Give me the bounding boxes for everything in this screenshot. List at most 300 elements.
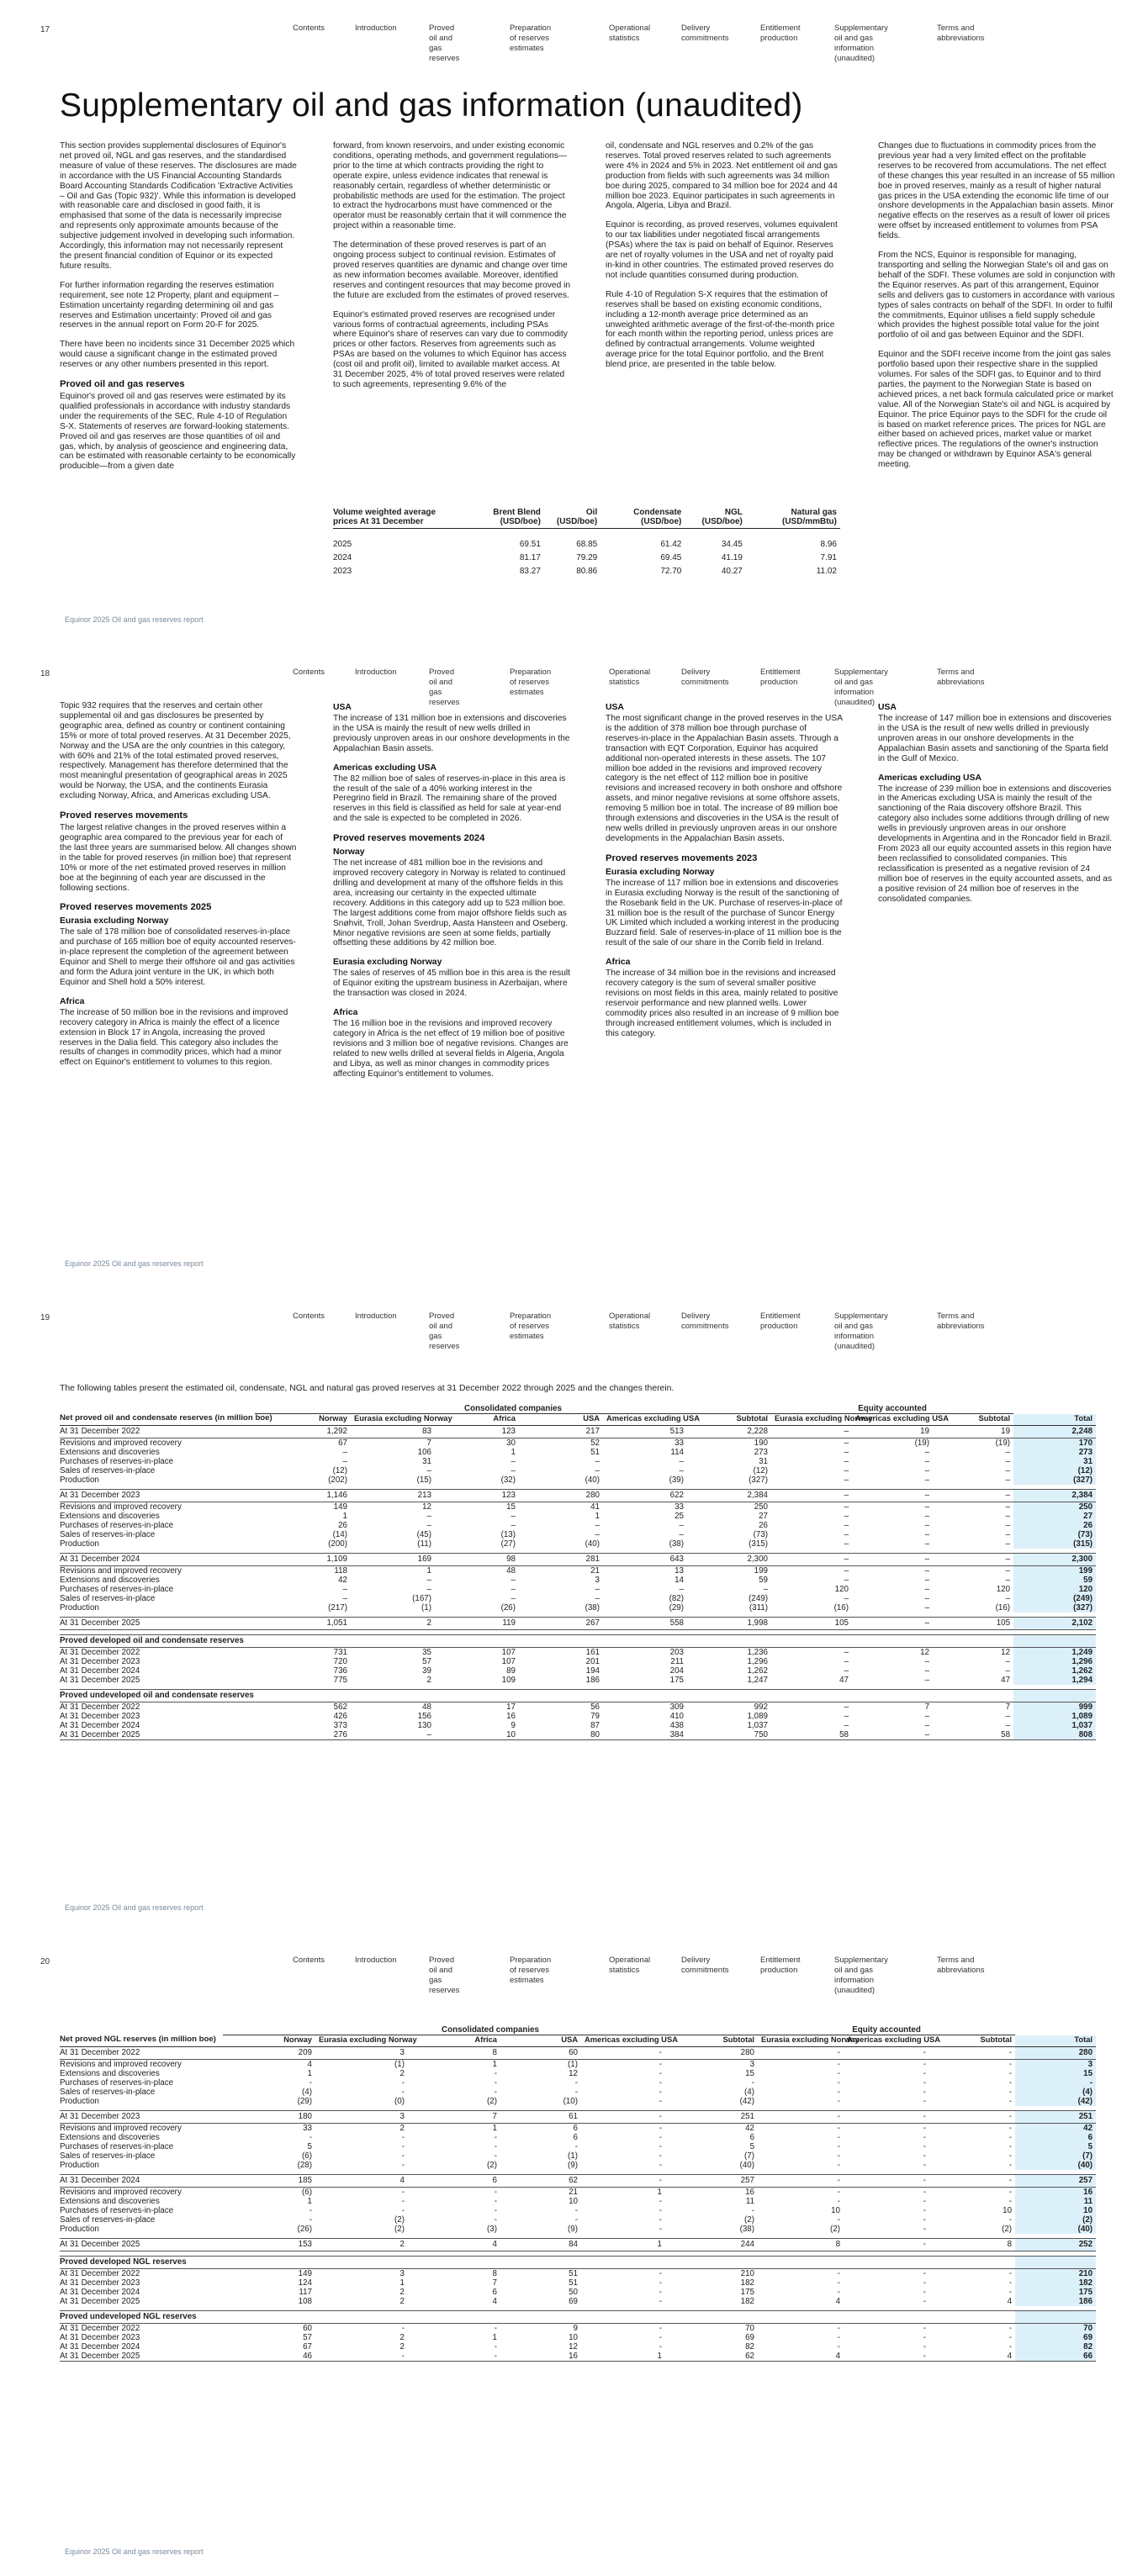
row-label: At 31 December 2024: [60, 1665, 140, 1676]
table-cell: –: [679, 1456, 684, 1466]
row-label: Purchases of reserves-in-place: [60, 2205, 174, 2215]
table-cell: 4: [929, 2352, 1015, 2362]
table-cell: –: [771, 1489, 852, 1502]
table-row: [60, 1502, 1096, 1512]
total-cell: -: [1015, 2078, 1096, 2088]
table-cell: 105: [771, 1617, 852, 1629]
table-cell: 12: [1001, 1647, 1011, 1657]
table-row: [60, 1647, 1096, 1657]
table-cell: 1: [595, 1511, 600, 1521]
table-cell: 47: [839, 1675, 849, 1685]
total-cell: 808: [1013, 1730, 1096, 1740]
row-label: Extensions and discoveries: [60, 1447, 160, 1457]
table-cell: 12: [569, 2068, 578, 2078]
paragraph: The increase of 34 million boe in the revisions and increased recovery category is the sum of several smaller positive revisions on most fields in this area, mainly related to positive reservoir performance and new planned wells. Lower commodity prices also resulted in an increase of 9 million boe through increased entitlement volumes, which is included in this category.: [606, 969, 839, 1038]
table-row: [60, 2323, 1096, 2333]
row-label: Revisions and improved recovery: [60, 2123, 182, 2133]
table-cell: 4: [758, 2352, 844, 2362]
nav-item[interactable]: Delivery commitments: [681, 1312, 729, 1331]
nav-item[interactable]: Introduction: [355, 24, 397, 33]
row-label: Purchases of reserves-in-place: [60, 1584, 174, 1594]
table-cell: -: [1008, 2287, 1013, 2297]
table-cell: 2: [351, 1617, 435, 1629]
table-row: [60, 1730, 1096, 1740]
table-cell: -: [659, 2141, 662, 2151]
paragraph: Equinor and the SDFI receive income from the joint gas sales portfolio based upon their respective share in the supplied volumes. For sales of the SDFI gas, to Equinor and to third parties, the payment to the Norwegian State is based on achieved prices, a net back formula calculated price or market value. All of the Norwegian State's oil and NGL is acquired by Equinor. The price Equinor pays to the SDFI for the crude oil is based on market reference prices. The prices for NGL are either based on achieved prices, market value or market reflective prices. The regulations of the owner's instruction may be changed or withdrawn by Equinor ASA's general meeting.: [878, 350, 1114, 470]
table-cell: (167): [412, 1593, 431, 1603]
table-cell: 79: [590, 1711, 600, 1721]
price-table-header: [333, 506, 840, 529]
nav-item[interactable]: Entitlement production: [760, 1956, 801, 1975]
table-cell: -: [401, 2077, 405, 2088]
nav-item[interactable]: Terms and abbreviations: [937, 1312, 985, 1331]
table-cell: 60: [303, 2323, 312, 2333]
table-cell: -: [923, 2151, 927, 2161]
table-cell: (14): [332, 1529, 347, 1539]
table-cell: 1: [492, 2123, 497, 2133]
table-cell: -: [659, 2123, 662, 2133]
table-cell: (12): [332, 1465, 347, 1475]
nav-item[interactable]: Proved oil and gas reserves: [429, 1312, 460, 1351]
table-cell: 736: [333, 1665, 347, 1676]
table-cell: -: [401, 2205, 405, 2215]
row-label: Production: [60, 1602, 99, 1613]
table-cell: 2: [399, 2123, 405, 2133]
row-label: At 31 December 2025: [60, 2352, 223, 2362]
row-label: Extensions and discoveries: [60, 2068, 160, 2078]
nav-item[interactable]: Introduction: [355, 668, 397, 677]
table-cell: -: [581, 2110, 665, 2123]
table-cell: -: [837, 2287, 841, 2297]
table-cell: (315): [749, 1539, 769, 1549]
table-cell: –: [844, 1539, 849, 1549]
nav-item[interactable]: Supplementary oil and gas information (unaudited): [834, 668, 888, 707]
nav-item[interactable]: Supplementary oil and gas information (unaudited): [834, 1956, 888, 1995]
table-cell: -: [574, 2205, 578, 2215]
section-heading: Eurasia excluding Norway: [333, 958, 442, 968]
total-cell: 250: [1013, 1502, 1096, 1512]
nav-item[interactable]: Proved oil and gas reserves: [429, 24, 460, 63]
table-row: [60, 2288, 1096, 2297]
column-header: Eurasia excluding Norway: [315, 2035, 408, 2047]
table-cell: –: [924, 1665, 930, 1676]
table-cell: -: [494, 2214, 497, 2225]
table-cell: 21: [590, 1565, 600, 1576]
table-cell: 257: [665, 2174, 758, 2187]
section-heading: Proved reserves movements 2024: [333, 833, 485, 844]
table-cell: –: [844, 1665, 849, 1676]
table-cell: 1,292: [255, 1425, 351, 1438]
table-cell: 210: [740, 2268, 755, 2278]
table-cell: -: [309, 2132, 312, 2142]
row-label: Production: [60, 2224, 99, 2234]
table-cell: -: [309, 2214, 312, 2225]
nav-item[interactable]: Delivery commitments: [681, 1956, 729, 1975]
table-cell: 2,228: [687, 1425, 771, 1438]
table-cell: 25: [675, 1511, 684, 1521]
row-label: At 31 December 2023: [60, 1711, 140, 1721]
nav-item[interactable]: Preparation of reserves estimates: [510, 1956, 552, 1985]
table-cell: 7: [1005, 1702, 1011, 1712]
table-cell: -: [1008, 2341, 1013, 2352]
nav-item[interactable]: Preparation of reserves estimates: [510, 1312, 552, 1341]
paragraph: oil, condensate and NGL reserves and 0.2% of the gas reserves. Total proved reserves related to such agreements were 4% in 2024 and 5% in 2023. Net entitlement oil and gas production from fields with such agreements was 34 million boe during 2025, compared to 34 million boe for 2024 and 44 million boe 2023. Equinor participates in such agreements in Angola, Algeria, Libya and Brazil.: [606, 141, 838, 211]
nav-item[interactable]: Preparation of reserves estimates: [510, 668, 552, 697]
row-label: At 31 December 2024: [60, 2287, 140, 2297]
table-cell: -: [837, 2196, 841, 2206]
table-cell: 123: [435, 1425, 519, 1438]
table-cell: -: [494, 2341, 497, 2352]
total-cell: 280: [1015, 2046, 1096, 2059]
table-cell: -: [659, 2196, 662, 2206]
table-cell: –: [844, 1702, 849, 1712]
paragraph: Topic 932 requires that the reserves and certain other supplemental oil and gas disclosures be presented by geographic area, defined as country or continent containing 15% or more of total proved reserves. At 31 December 2025, Norway and the USA are the only countries in this category, with 60% and 21% of the total estimated proved reserves, respectively. Management has therefore determined that the most meaningful presentation of geographical areas in 2025 would be Norway, the USA, and the continents Eurasia excluding Norway, Africa, and Americas excluding USA.: [60, 701, 291, 801]
total-cell: (12): [1013, 1466, 1096, 1475]
table-row: [60, 2174, 1096, 2187]
section-heading: Proved reserves movements 2025: [60, 902, 212, 913]
table-cell: 40.27: [721, 567, 743, 576]
table-cell: -: [1008, 2068, 1013, 2078]
table-cell: 992: [754, 1702, 769, 1712]
table-cell: 1,998: [687, 1617, 771, 1629]
table-cell: –: [844, 1720, 849, 1730]
total-cell: 69: [1015, 2333, 1096, 2342]
table-row: [60, 1475, 1096, 1485]
table-cell: –: [852, 1617, 933, 1629]
table-cell: -: [923, 2087, 927, 2097]
nav-item[interactable]: Contents: [293, 1312, 325, 1321]
section-header-row: [60, 1689, 1096, 1702]
table-cell: 8: [758, 2238, 844, 2251]
table-row: [60, 2059, 1096, 2069]
table-cell: –: [924, 1447, 930, 1457]
table-cell: –: [351, 1730, 435, 1740]
table-cell: –: [342, 1447, 347, 1457]
table-row: [333, 552, 840, 565]
table-cell: 4: [1007, 2296, 1013, 2306]
table-cell: (16): [833, 1602, 849, 1613]
row-label: 2024: [333, 553, 352, 562]
table-cell: 21: [569, 2187, 578, 2197]
column-header: Americas excluding USA: [844, 2035, 929, 2047]
table-cell: 46: [223, 2352, 315, 2362]
table-cell: 169: [351, 1553, 435, 1565]
table-cell: 8: [492, 2268, 497, 2278]
table-cell: –: [924, 1520, 930, 1530]
row-label: At 31 December 2022: [60, 1647, 140, 1657]
table-cell: -: [1008, 2323, 1013, 2333]
table-cell: 57: [303, 2332, 312, 2342]
table-cell: 4: [315, 2174, 408, 2187]
nav-item[interactable]: Terms and abbreviations: [937, 1956, 985, 1975]
total-cell: 2,102: [1013, 1617, 1096, 1629]
table-cell: -: [929, 2110, 1015, 2123]
table-cell: –: [1005, 1475, 1011, 1485]
table-cell: -: [1008, 2141, 1013, 2151]
table-cell: 61.42: [660, 540, 682, 549]
table-cell: -: [923, 2096, 927, 2106]
row-label: 2023: [333, 567, 352, 576]
section-label: Proved undeveloped NGL reserves: [60, 2310, 1015, 2323]
total-cell: [1013, 1689, 1096, 1702]
table-cell: -: [837, 2068, 841, 2078]
table-cell: 1,109: [255, 1553, 351, 1565]
table-cell: –: [844, 1520, 849, 1530]
table-cell: (2): [394, 2224, 405, 2234]
total-cell: 257: [1015, 2174, 1096, 2187]
row-label: At 31 December 2022: [60, 2323, 140, 2333]
nav-item[interactable]: Contents: [293, 1956, 325, 1965]
nav-item[interactable]: Operational statistics: [609, 668, 651, 687]
table-cell: -: [659, 2214, 662, 2225]
table-cell: -: [837, 2187, 841, 2197]
table-cell: 41: [590, 1502, 600, 1512]
table-cell: 83.27: [519, 567, 541, 576]
table-row: [333, 529, 840, 552]
section-heading: Proved oil and gas reserves: [60, 379, 185, 390]
paragraph: The increase of 117 million boe in extensions and discoveries in Eurasia excluding Norway is the result of the sanctioning of the Rosebank field in the UK. Purchase of reserves-in-place of 31 million boe is the result of the purchase of Suncor Energy UK Limited which included a working interest in the producing Buzzard field. Sale of reserves-in-place of 11 million boe is the result of the sale of our share in the Corrib field in Ireland.: [606, 878, 843, 948]
table-cell: 10: [435, 1730, 519, 1740]
table-cell: 68.85: [576, 540, 598, 549]
total-cell: 2,300: [1013, 1553, 1096, 1565]
row-label: Purchases of reserves-in-place: [60, 2077, 174, 2088]
table-cell: (29): [669, 1602, 684, 1613]
total-cell: [1013, 1634, 1096, 1647]
table-cell: 106: [417, 1447, 431, 1457]
table-row: [60, 1712, 1096, 1721]
table-cell: (26): [297, 2224, 312, 2234]
total-cell: 251: [1015, 2110, 1096, 2123]
table-row: [60, 2197, 1096, 2206]
total-cell: 82: [1015, 2342, 1096, 2352]
nav-item[interactable]: Introduction: [355, 1312, 397, 1321]
nav-item[interactable]: Contents: [293, 24, 325, 33]
row-label: At 31 December 2022: [60, 2268, 140, 2278]
table-cell: -: [659, 2287, 662, 2297]
page-number: 19: [40, 1313, 50, 1322]
table-row: [60, 1539, 1096, 1549]
table-cell: 273: [754, 1447, 769, 1457]
table-cell: 61: [500, 2110, 581, 2123]
nav-item[interactable]: Contents: [293, 668, 325, 677]
section-heading: Americas excluding USA: [333, 763, 436, 773]
table-row: [60, 1512, 1096, 1521]
table-row: [60, 1617, 1096, 1629]
table-cell: –: [342, 1593, 347, 1603]
row-label: At 31 December 2025: [60, 2296, 140, 2306]
table-cell: 1: [492, 2332, 497, 2342]
table-cell: –: [595, 1593, 600, 1603]
table-cell: –: [511, 1584, 516, 1594]
nav-item[interactable]: Preparation of reserves estimates: [510, 24, 552, 53]
table-cell: 8: [929, 2238, 1015, 2251]
table-cell: 1: [342, 1511, 347, 1521]
paragraph: The increase of 131 million boe in extensions and discoveries in the USA is mainly the result of new wells drilled in previously unproven areas in our onshore developments in the Appalachian Basin assets.: [333, 714, 570, 753]
table-cell: -: [837, 2141, 841, 2151]
table-cell: –: [1005, 1656, 1011, 1666]
row-label: At 31 December 2025: [60, 1730, 255, 1740]
total-cell: 16: [1015, 2187, 1096, 2197]
table-cell: -: [494, 2087, 497, 2097]
table-cell: -: [494, 2187, 497, 2197]
group-equity: Equity accounted: [758, 2024, 1015, 2035]
row-label: At 31 December 2022: [60, 1425, 255, 1438]
row-label: Purchases of reserves-in-place: [60, 1456, 174, 1466]
table-cell: 161: [585, 1647, 600, 1657]
nav-item[interactable]: Terms and abbreviations: [937, 24, 985, 43]
table-cell: -: [401, 2141, 405, 2151]
table-cell: 1,037: [747, 1720, 769, 1730]
table-cell: -: [837, 2151, 841, 2161]
text-column-2: [333, 141, 570, 399]
table-cell: (1): [394, 2059, 405, 2069]
table-cell: 281: [519, 1553, 603, 1565]
paragraph: The increase of 147 million boe in extensions and discoveries in the USA is the result of new wells drilled in previously unproven areas in our onshore developments in the Appalachian Basin assets and sanctioning of the Sparta field in the Gulf of Mexico.: [878, 714, 1112, 763]
section-header-row: [60, 2256, 1096, 2268]
table-cell: -: [574, 2077, 578, 2088]
table-cell: –: [844, 1511, 849, 1521]
table-cell: –: [771, 1553, 852, 1565]
table-cell: 6: [749, 2132, 755, 2142]
total-cell: 11: [1015, 2197, 1096, 2206]
table-cell: -: [837, 2123, 841, 2133]
table-cell: -: [837, 2160, 841, 2170]
table-cell: 1,296: [747, 1656, 769, 1666]
table-cell: 81.17: [519, 553, 541, 562]
table-cell: (6): [302, 2187, 312, 2197]
table-title: Net proved oil and condensate reserves (in million boe): [60, 1414, 255, 1426]
table-cell: 180: [223, 2110, 315, 2123]
column-header: Africa: [435, 1414, 519, 1426]
table-cell: (38): [585, 1602, 600, 1613]
table-cell: 182: [740, 2278, 755, 2288]
table-cell: 98: [435, 1553, 519, 1565]
table-cell: –: [679, 1465, 684, 1475]
table-cell: 2: [426, 1675, 431, 1685]
row-label: Revisions and improved recovery: [60, 2059, 182, 2069]
table-row: [60, 2297, 1096, 2306]
table-cell: -: [923, 2224, 927, 2234]
table-row: [60, 1489, 1096, 1502]
table-cell: 10: [569, 2196, 578, 2206]
nav-item[interactable]: Entitlement production: [760, 1312, 801, 1331]
table-cell: 513: [603, 1425, 687, 1438]
nav-item[interactable]: Operational statistics: [609, 1956, 651, 1975]
row-label: Production: [60, 2160, 99, 2170]
table-cell: -: [923, 2077, 927, 2088]
table-row: [60, 1457, 1096, 1466]
paragraph: Equinor is recording, as proved reserves, volumes equivalent to our tax liabilities under negotiated fiscal arrangements (PSAs) where the tax is paid on behalf of Equinor. Reserves are net of royalty volumes in the USA and net of royalty paid in-kind in other countries. The estimated proved reserves do not include quantities consumed during production.: [606, 220, 838, 280]
row-label: Sales of reserves-in-place: [60, 2087, 156, 2097]
table-cell: 4: [492, 2296, 497, 2306]
table-cell: 12: [422, 1502, 431, 1512]
table-cell: 2: [315, 2238, 408, 2251]
column-header: Subtotal: [929, 2035, 1015, 2047]
paragraph: Changes due to fluctuations in commodity prices from the previous year had a very limited effect on the profitable reserves to be recovered from accumulations. The net effect of these changes this year resulted in an increase of 55 million boe in proved reserves, mainly as a result of higher natural gas prices in the USA extending the economic life time of our onshore developments in the Appalachian basin assets. Minor negative effects on the reserves as a result of lower oil prices were offset by increased entitlement to volumes from PSA fields.: [878, 141, 1115, 241]
table-cell: -: [837, 2077, 841, 2088]
table-cell: 1: [492, 2059, 497, 2069]
table-cell: 2: [399, 2296, 405, 2306]
table-row: [60, 2187, 1096, 2197]
table-cell: 51: [569, 2268, 578, 2278]
nav-item[interactable]: Operational statistics: [609, 1312, 651, 1331]
total-cell: 999: [1013, 1702, 1096, 1712]
row-label: At 31 December 2023: [60, 2110, 223, 2123]
nav-item[interactable]: Proved oil and gas reserves: [429, 668, 460, 707]
section-heading: Africa: [333, 1008, 358, 1018]
table-row: [60, 1702, 1096, 1712]
table-cell: 373: [333, 1720, 347, 1730]
table-cell: 4: [835, 2296, 841, 2306]
nav-item[interactable]: Supplementary oil and gas information (unaudited): [834, 1312, 888, 1351]
table-cell: -: [923, 2141, 927, 2151]
row-label: Sales of reserves-in-place: [60, 1593, 156, 1603]
table-cell: (32): [500, 1475, 516, 1485]
table-cell: 1: [426, 1565, 431, 1576]
nav-item[interactable]: Entitlement production: [760, 24, 801, 43]
total-cell: (73): [1013, 1530, 1096, 1539]
table-cell: 2: [399, 2287, 405, 2297]
table-cell: 156: [417, 1711, 431, 1721]
column-header: Eurasia excluding Norway: [771, 1414, 852, 1426]
column-header: Subtotal: [933, 1414, 1013, 1426]
table-cell: 6: [492, 2287, 497, 2297]
nav-item[interactable]: Operational statistics: [609, 24, 651, 43]
nav-item[interactable]: Delivery commitments: [681, 24, 729, 43]
table-cell: -: [401, 2087, 405, 2097]
table-row: [60, 2142, 1096, 2151]
nav-item[interactable]: Terms and abbreviations: [937, 668, 985, 687]
table-cell: (2): [487, 2160, 497, 2170]
nav-item[interactable]: Delivery commitments: [681, 668, 729, 687]
table-cell: 34.45: [721, 540, 743, 549]
table-cell: (19): [914, 1438, 930, 1448]
table-cell: –: [844, 1475, 849, 1485]
table-cell: (40): [585, 1475, 600, 1485]
table-cell: 562: [333, 1702, 347, 1712]
table-row: [60, 1585, 1096, 1594]
paragraph: The sale of 178 million boe of consolidated reserves-in-place and purchase of 165 million boe of equity accounted reserves-in-place represent the completion of the agreement between Equinor and Shell to merge their offshore oil and gas activities and form the Adura joint venture in the UK, in which both Equinor and Shell hold a 50% interest.: [60, 927, 296, 987]
table-cell: 643: [603, 1553, 687, 1565]
table-cell: 4: [307, 2059, 312, 2069]
table-cell: -: [923, 2068, 927, 2078]
column-header: Total: [1013, 1414, 1096, 1426]
row-label: Sales of reserves-in-place: [60, 1529, 156, 1539]
table-cell: 280: [665, 2046, 758, 2059]
table-cell: –: [426, 1511, 431, 1521]
nav-item[interactable]: Entitlement production: [760, 668, 801, 687]
column-header: Total: [1015, 2035, 1096, 2047]
column-header: Oil (USD/boe): [544, 506, 600, 529]
table-cell: 558: [603, 1617, 687, 1629]
total-cell: (4): [1015, 2088, 1096, 2097]
nav-item[interactable]: Proved oil and gas reserves: [429, 1956, 460, 1995]
table-cell: -: [923, 2132, 927, 2142]
table-cell: (10): [563, 2096, 578, 2106]
table-cell: –: [844, 1656, 849, 1666]
table-cell: 35: [422, 1647, 431, 1657]
table-cell: –: [1005, 1520, 1011, 1530]
paragraph: The sales of reserves of 45 million boe in this area is the result of Equinor exiting the upstream business in Azerbaijan, where the transaction was closed in 2024.: [333, 969, 570, 999]
nav-item[interactable]: Supplementary oil and gas information (unaudited): [834, 24, 888, 63]
table-cell: –: [426, 1584, 431, 1594]
table-cell: -: [929, 2174, 1015, 2187]
nav-item[interactable]: Introduction: [355, 1956, 397, 1965]
table-cell: -: [923, 2187, 927, 2197]
table-cell: 117: [299, 2287, 312, 2297]
table-cell: 31: [422, 1456, 431, 1466]
footer: Equinor 2025 Oil and gas reserves report: [65, 2547, 204, 2556]
